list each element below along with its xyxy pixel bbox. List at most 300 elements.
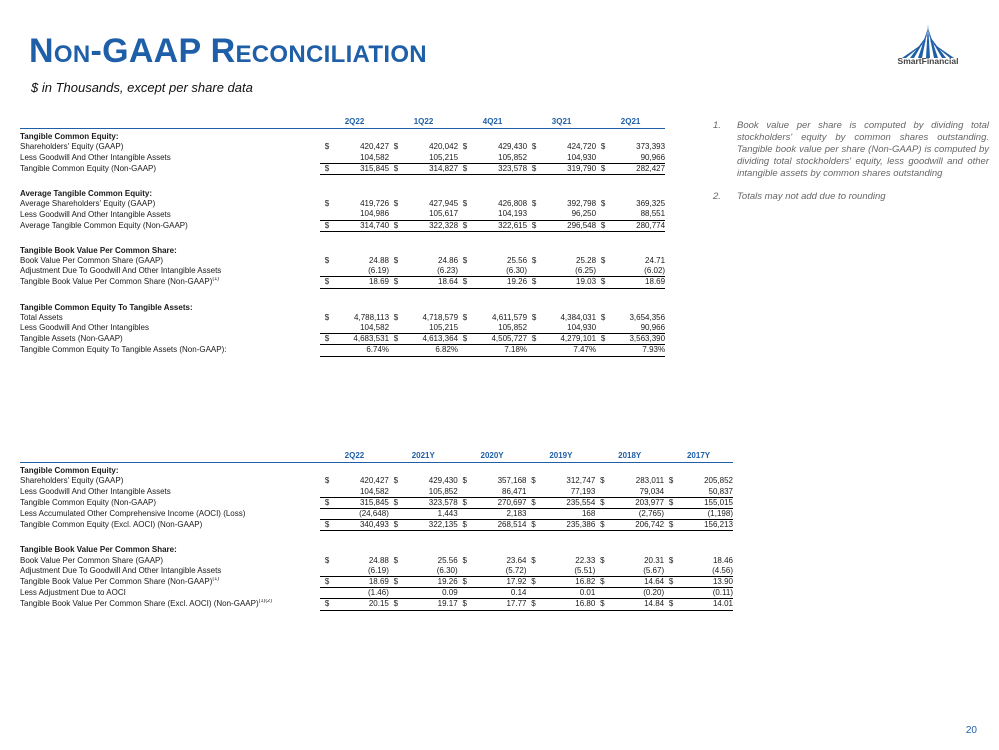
value-cell: 424,720 [567, 142, 597, 152]
value-cell: 205,852 [704, 476, 733, 486]
currency-symbol [389, 588, 403, 599]
currency-symbol: $ [458, 163, 472, 174]
value-cell: 3,654,356 [629, 312, 666, 322]
value-cell: 19.03 [541, 277, 596, 288]
header-row [20, 117, 665, 129]
value-cell: 3,563,390 [610, 334, 665, 345]
value-cell: 420,042 [429, 142, 459, 152]
value-cell: 20.15 [334, 599, 389, 610]
currency-symbol [389, 266, 403, 277]
table-row [20, 313, 665, 323]
currency-symbol: $ [664, 577, 678, 588]
section-title-row [20, 246, 665, 256]
column-header: 2017Y [664, 451, 733, 463]
currency-symbol: $ [324, 256, 330, 266]
value-cell: 1,443 [437, 509, 458, 519]
row-label-cell [20, 599, 320, 610]
currency-symbol [458, 345, 472, 356]
value-cell: 6.82% [403, 345, 458, 356]
value-cell: 13.90 [678, 577, 733, 588]
value-cell: 18.46 [712, 555, 733, 565]
table-row [20, 556, 733, 566]
row-label: Tangible Book Value Per Common Share (Non-GAAP) [20, 577, 213, 587]
value-cell: 105,852 [498, 152, 528, 162]
currency-symbol: $ [320, 163, 334, 174]
value-cell: 427,945 [429, 199, 459, 209]
header-row [20, 451, 733, 463]
currency-symbol: $ [458, 220, 472, 231]
column-header: 1Q22 [389, 117, 458, 129]
value-cell: 50,837 [708, 486, 733, 496]
column-header: 2020Y [458, 451, 527, 463]
value-cell: 429,430 [498, 142, 528, 152]
value-cell: 6.74% [334, 345, 389, 356]
spacer-row [20, 531, 733, 546]
value-cell: 18.69 [334, 577, 389, 588]
currency-symbol: $ [664, 520, 678, 531]
section-title: Tangible Book Value Per Common Share: [20, 545, 177, 555]
section-title: Tangible Common Equity To Tangible Assets: [20, 302, 193, 312]
row-label-cell [20, 277, 320, 288]
currency-symbol: $ [389, 497, 403, 508]
currency-symbol [389, 566, 403, 577]
row-label-cell [20, 313, 320, 323]
currency-symbol [458, 153, 472, 164]
spacer-row [20, 288, 665, 303]
section-title: Average Tangible Common Equity: [20, 189, 153, 199]
page-subtitle: $ in Thousands, except per share data [31, 80, 253, 95]
currency-symbol: $ [600, 312, 606, 322]
value-cell: 323,578 [403, 497, 458, 508]
value-cell: 23.64 [506, 555, 527, 565]
currency-symbol: $ [393, 312, 399, 322]
value-cell: 206,742 [609, 520, 664, 531]
currency-symbol [389, 153, 403, 164]
currency-symbol [320, 487, 334, 498]
currency-symbol: $ [320, 497, 334, 508]
value-cell: 280,774 [610, 220, 665, 231]
row-label: Less Accumulated Other Comprehensive Income (AOCI) (Loss) [20, 509, 246, 519]
logo-wordmark: SmartFinancial [897, 56, 959, 66]
value-cell: 4,384,031 [560, 312, 597, 322]
footnote-text: Totals may not add due to rounding [737, 191, 886, 202]
currency-symbol [664, 588, 678, 599]
currency-symbol: $ [320, 220, 334, 231]
currency-symbol [389, 487, 403, 498]
footnote-text: Book value per share is computed by dividing total stockholders' equity by common shares outstanding. Tangible book value per share (Non-GAAP) is computed by dividing total stockholders' equity, less goodwill and other intangible assets by common shares outstanding [737, 120, 989, 179]
value-cell: 323,578 [472, 163, 527, 174]
value-cell: 105,215 [429, 323, 459, 333]
currency-symbol: $ [462, 555, 467, 565]
value-cell: 79,034 [639, 486, 665, 496]
currency-symbol [595, 588, 609, 599]
section-title-row [20, 132, 665, 142]
value-cell: 0.01 [579, 588, 596, 598]
value-cell: 235,554 [540, 497, 595, 508]
currency-symbol: $ [389, 277, 403, 288]
row-label: Shareholders' Equity (GAAP) [20, 476, 124, 486]
value-cell: (5.72) [505, 565, 527, 575]
table-row [20, 153, 665, 164]
value-cell: 25.56 [437, 555, 458, 565]
value-cell: 2,183 [506, 509, 527, 519]
header-spacer [20, 451, 320, 463]
currency-symbol [458, 588, 472, 599]
value-cell: 203,977 [609, 497, 664, 508]
currency-symbol: $ [389, 334, 403, 345]
currency-symbol [527, 153, 541, 164]
currency-symbol [526, 566, 540, 577]
row-label: Tangible Common Equity (Excl. AOCI) (Non-GAAP) [20, 520, 203, 530]
table-row [20, 220, 665, 231]
value-cell: 14.01 [678, 599, 733, 610]
section-title: Tangible Common Equity: [20, 466, 119, 476]
value-cell: (5.51) [574, 565, 596, 575]
value-cell: 25.28 [576, 256, 597, 266]
currency-symbol: $ [595, 520, 609, 531]
currency-symbol [320, 266, 334, 277]
row-label: Total Assets [20, 312, 63, 322]
value-cell: 283,011 [635, 476, 665, 486]
value-cell: 19.26 [472, 277, 527, 288]
value-cell: (6.25) [575, 266, 597, 276]
currency-symbol: $ [320, 334, 334, 345]
currency-symbol [320, 588, 334, 599]
header-spacer [20, 117, 320, 129]
value-cell: 315,845 [334, 497, 389, 508]
currency-symbol: $ [531, 312, 537, 322]
value-cell: 22.33 [575, 555, 596, 565]
table-row [20, 487, 733, 498]
table-row [20, 509, 733, 520]
currency-symbol: $ [462, 256, 468, 266]
row-label-cell [20, 497, 320, 508]
currency-symbol [389, 345, 403, 356]
value-cell: 7.47% [541, 345, 596, 356]
currency-symbol [527, 323, 541, 334]
value-cell: 419,726 [360, 199, 390, 209]
row-label-cell [20, 209, 320, 220]
value-cell: 7.93% [610, 345, 665, 356]
table-row [20, 345, 665, 356]
value-cell: 296,548 [541, 220, 596, 231]
value-cell: 373,393 [636, 142, 666, 152]
value-cell: 312,747 [566, 476, 596, 486]
currency-symbol: $ [531, 476, 536, 486]
value-cell: 4,505,727 [472, 334, 527, 345]
section-title-row [20, 545, 733, 555]
currency-symbol: $ [324, 199, 330, 209]
row-label-cell [20, 334, 320, 345]
currency-symbol [595, 487, 609, 498]
row-label-cell [20, 487, 320, 498]
row-label: Less Adjustment Due to AOCI [20, 588, 126, 598]
currency-symbol [458, 323, 472, 334]
currency-symbol [596, 323, 610, 334]
table-row [20, 256, 665, 266]
column-header: 2019Y [526, 451, 595, 463]
row-label-cell [20, 153, 320, 164]
value-cell: 88,551 [640, 209, 666, 219]
value-cell: 105,852 [428, 486, 458, 496]
row-label-cell [20, 566, 320, 577]
value-cell: 104,582 [359, 486, 389, 496]
page-title: Non-GAAP Reconciliation [29, 32, 427, 70]
currency-symbol: $ [531, 555, 536, 565]
currency-symbol: $ [320, 277, 334, 288]
value-cell: 4,611,579 [492, 312, 528, 322]
currency-symbol [458, 509, 472, 520]
currency-symbol: $ [458, 577, 472, 588]
row-label: Tangible Common Equity (Non-GAAP) [20, 497, 157, 507]
value-cell: 104,986 [360, 209, 390, 219]
value-cell: 105,852 [498, 323, 528, 333]
row-label: Tangible Assets (Non-GAAP) [20, 334, 123, 344]
row-label: Adjustment Due To Goodwill And Other Intangible Assets [20, 266, 222, 276]
currency-symbol [527, 209, 541, 220]
value-cell: 155,015 [678, 497, 733, 508]
table-row [20, 163, 665, 174]
value-cell: 315,845 [334, 163, 389, 174]
value-cell: 104,582 [360, 152, 390, 162]
value-cell: 86,471 [502, 486, 527, 496]
row-label-cell [20, 220, 320, 231]
currency-symbol [458, 566, 472, 577]
currency-symbol: $ [531, 256, 537, 266]
table-row [20, 142, 665, 152]
value-cell: (24,648) [359, 509, 389, 519]
value-cell: 322,328 [403, 220, 458, 231]
currency-symbol [595, 509, 609, 520]
table-row [20, 209, 665, 220]
value-cell: 268,514 [472, 520, 527, 531]
currency-symbol: $ [596, 277, 610, 288]
currency-symbol: $ [458, 334, 472, 345]
table-row [20, 476, 733, 486]
value-cell: 96,250 [571, 209, 597, 219]
currency-symbol: $ [393, 199, 399, 209]
currency-symbol [389, 323, 403, 334]
value-cell: 104,930 [567, 152, 597, 162]
value-cell: 340,493 [334, 520, 389, 531]
currency-symbol: $ [462, 476, 467, 486]
currency-symbol [320, 345, 334, 356]
section-title-row [20, 303, 665, 313]
footnote-1 [713, 120, 989, 180]
value-cell: 319,790 [541, 163, 596, 174]
currency-symbol: $ [595, 599, 609, 610]
value-cell: 104,930 [567, 323, 597, 333]
footnote-number: 1. [713, 120, 721, 131]
currency-symbol: $ [458, 497, 472, 508]
row-label-cell [20, 256, 320, 266]
currency-symbol: $ [600, 199, 606, 209]
currency-symbol: $ [320, 599, 334, 610]
currency-symbol: $ [527, 220, 541, 231]
value-cell: 18.69 [334, 277, 389, 288]
row-label-cell [20, 142, 320, 152]
column-header: 2021Y [389, 451, 458, 463]
currency-symbol [526, 588, 540, 599]
footnote-ref: (1) [212, 276, 220, 283]
row-label: Tangible Common Equity To Tangible Assets (Non-GAAP): [20, 345, 227, 355]
currency-symbol: $ [600, 476, 605, 486]
value-cell: 270,697 [472, 497, 527, 508]
value-cell: 90,966 [640, 323, 666, 333]
currency-symbol [596, 209, 610, 220]
value-cell: 77,193 [570, 486, 596, 496]
currency-symbol: $ [324, 555, 330, 565]
currency-symbol: $ [596, 220, 610, 231]
value-cell: 7.18% [472, 345, 527, 356]
value-cell: 392,798 [567, 199, 597, 209]
value-cell: 17.92 [472, 577, 527, 588]
currency-symbol: $ [462, 199, 468, 209]
currency-symbol: $ [458, 599, 472, 610]
currency-symbol [320, 209, 334, 220]
value-cell: 104,582 [360, 323, 390, 333]
value-cell: 426,808 [498, 199, 528, 209]
table-row [20, 588, 733, 599]
currency-symbol [596, 153, 610, 164]
value-cell: 24.88 [368, 256, 390, 266]
row-label: Adjustment Due To Goodwill And Other Intangible Assets [20, 566, 222, 576]
currency-symbol: $ [389, 220, 403, 231]
currency-symbol: $ [664, 497, 678, 508]
value-cell: (0.20) [643, 588, 665, 598]
column-header: 2018Y [595, 451, 664, 463]
currency-symbol: $ [458, 520, 472, 531]
table-row [20, 599, 733, 610]
currency-symbol: $ [324, 312, 330, 322]
currency-symbol [596, 266, 610, 277]
row-label-cell [20, 163, 320, 174]
footnote-ref: (1) [212, 576, 220, 583]
row-label: Tangible Book Value Per Common Share (Non-GAAP) [20, 277, 213, 287]
table-row [20, 266, 665, 277]
row-label-cell [20, 345, 320, 356]
value-cell: 19.26 [403, 577, 458, 588]
value-cell: 357,168 [497, 476, 527, 486]
row-label: Less Goodwill And Other Intangible Assets [20, 486, 171, 496]
currency-symbol: $ [458, 277, 472, 288]
quarterly-reconciliation-table [20, 117, 665, 357]
currency-symbol [458, 266, 472, 277]
table-row [20, 199, 665, 209]
currency-symbol: $ [389, 577, 403, 588]
currency-symbol: $ [393, 256, 399, 266]
value-cell: 4,279,101 [541, 334, 596, 345]
value-cell: 369,325 [636, 199, 666, 209]
currency-symbol [664, 487, 678, 498]
value-cell: 25.56 [507, 256, 528, 266]
section-title: Tangible Book Value Per Common Share: [20, 245, 177, 255]
table-row [20, 566, 733, 577]
currency-symbol: $ [393, 142, 399, 152]
row-label-cell [20, 509, 320, 520]
value-cell: 4,718,579 [422, 312, 459, 322]
column-header: 3Q21 [527, 117, 596, 129]
footnote-ref: (1)(2) [258, 598, 273, 605]
row-label-cell [20, 476, 320, 486]
value-cell: 420,427 [360, 142, 390, 152]
section-title: Tangible Common Equity: [20, 132, 119, 142]
currency-symbol: $ [527, 277, 541, 288]
currency-symbol [526, 487, 540, 498]
row-label: Tangible Common Equity (Non-GAAP) [20, 163, 157, 173]
value-cell: 235,386 [540, 520, 595, 531]
column-header: 2Q21 [596, 117, 665, 129]
value-cell: (6.19) [367, 565, 389, 575]
currency-symbol [320, 153, 334, 164]
value-cell: 18.69 [610, 277, 665, 288]
currency-symbol: $ [595, 497, 609, 508]
table-row [20, 277, 665, 288]
value-cell: 4,683,531 [334, 334, 389, 345]
currency-symbol: $ [324, 142, 330, 152]
value-cell: 16.82 [540, 577, 595, 588]
currency-symbol: $ [320, 520, 334, 531]
currency-symbol: $ [526, 599, 540, 610]
footnotes [713, 120, 989, 214]
currency-symbol [595, 566, 609, 577]
value-cell: 4,613,364 [403, 334, 458, 345]
value-cell: 314,740 [334, 220, 389, 231]
footnote-2 [713, 191, 989, 203]
currency-symbol: $ [668, 555, 674, 565]
value-cell: 19.17 [403, 599, 458, 610]
annual-reconciliation-table [20, 451, 733, 611]
currency-symbol [458, 209, 472, 220]
currency-symbol: $ [320, 577, 334, 588]
table-row [20, 577, 733, 588]
currency-symbol: $ [526, 497, 540, 508]
value-cell: 314,827 [403, 163, 458, 174]
currency-symbol [320, 566, 334, 577]
row-label-cell [20, 588, 320, 599]
currency-symbol: $ [600, 256, 606, 266]
value-cell: 420,427 [359, 476, 389, 486]
currency-symbol: $ [324, 476, 330, 486]
currency-symbol: $ [531, 199, 537, 209]
row-label: Average Tangible Common Equity (Non-GAAP) [20, 220, 188, 230]
currency-symbol: $ [668, 476, 674, 486]
currency-symbol [526, 509, 540, 520]
currency-symbol: $ [462, 142, 468, 152]
page-number: 20 [965, 725, 977, 736]
value-cell: 429,430 [428, 476, 458, 486]
row-label: Less Goodwill And Other Intangible Assets [20, 152, 171, 162]
value-cell: 20.31 [644, 555, 665, 565]
value-cell: 18.64 [403, 277, 458, 288]
value-cell: 322,135 [403, 520, 458, 531]
value-cell: 0.14 [510, 588, 527, 598]
row-label-cell [20, 266, 320, 277]
value-cell: 104,193 [498, 209, 528, 219]
currency-symbol: $ [595, 577, 609, 588]
currency-symbol: $ [531, 142, 537, 152]
currency-symbol: $ [527, 334, 541, 345]
table-row [20, 497, 733, 508]
currency-symbol: $ [526, 577, 540, 588]
value-cell: 14.64 [609, 577, 664, 588]
value-cell: 105,617 [429, 209, 459, 219]
row-label-cell [20, 556, 320, 566]
row-label: Tangible Book Value Per Common Share (Excl. AOCI) (Non-GAAP) [20, 599, 259, 609]
currency-symbol [389, 509, 403, 520]
table-row [20, 520, 733, 531]
value-cell: (6.30) [436, 565, 458, 575]
